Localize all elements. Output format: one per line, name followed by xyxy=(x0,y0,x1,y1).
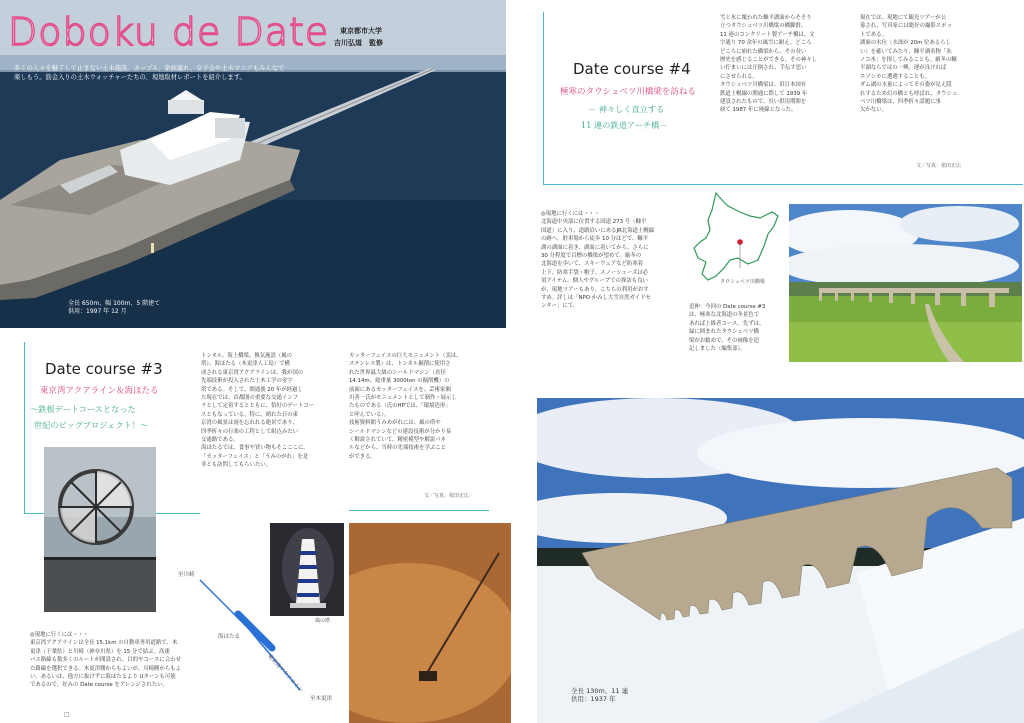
map-label-aqualine: 東京湾アクアライン xyxy=(266,653,304,694)
text-line: たものである（氏のHPでは、「環境造形」 xyxy=(349,403,451,410)
map-label-kawasaki: 至川崎 xyxy=(178,572,195,578)
text-line: 現在では、現地にて観光ツアーが公 xyxy=(860,15,947,21)
aqualine-aerial-sunset-photo xyxy=(349,523,511,723)
hokkaido-outline-icon xyxy=(688,190,783,290)
text-line: 交通路である。 xyxy=(201,437,239,444)
text-line: 記しました（編集部）。 xyxy=(689,346,746,353)
course3-title: Date course #3 xyxy=(45,360,163,378)
text-line: れするため幻の橋とも呼ばれ、タウシュ xyxy=(860,90,958,97)
text-line: た現在では、首都圏の重要な交通インフ xyxy=(201,395,299,402)
text-line: スともなっている。特に、晴れた日の東 xyxy=(201,411,299,418)
text-line: が、現地ツアーもあり、こちらの利用がおす xyxy=(541,286,649,293)
text-line: 須アイテム。個人やグループでの探訪も良い xyxy=(541,278,648,285)
org-name: 東京都市大学 xyxy=(340,27,382,35)
text-line: 北海道中央部に位置する国道 273 号（糠平 xyxy=(541,219,647,226)
text-line: ダム湖の水量によってその姿が見え隠 xyxy=(860,82,952,89)
map-label-umihotaru: 海ほたる xyxy=(218,634,241,640)
text-line: 四季折々の行楽の工程として組込みたい xyxy=(201,428,299,435)
text-line: 湖面の水位（水深が 20m 位あるらし xyxy=(860,40,952,47)
winter-photo-caption xyxy=(571,687,628,703)
intro-line: 楽しもう。筋金入りの土木ウォッチャーたちの、現地取材レポートを紹介します。 xyxy=(14,74,246,81)
tower-caption: 風の塔 xyxy=(315,618,331,624)
text-line: どころに崩れた橋梁から、その長い xyxy=(720,48,807,55)
course3-frame-right-rule xyxy=(349,510,489,511)
text-line: と呼んでいる）。 xyxy=(349,411,390,418)
course3-tagline-2: 世紀のビッグプロジェクト！～ xyxy=(34,420,149,430)
text-line: 30 分程度で目標の橋梁が望めて。厳冬の xyxy=(541,253,642,260)
caption-line: 供用：1997 年 12 月 xyxy=(68,308,127,315)
text-line: い。あるいは、他方に抜けずに海ほたるより Uターンも可能 xyxy=(30,674,176,681)
course4-frame-bottom xyxy=(543,184,1023,185)
text-line: 雪と氷に覆われた糠平湖面からそそり xyxy=(720,15,812,21)
cutter-face-photo xyxy=(44,447,156,612)
text-line: た路線を選択できる。木更津側からもよいが、川崎側からもよ xyxy=(30,665,181,672)
course3-access-info xyxy=(30,631,264,690)
text-line: い佇まいには圧倒され、手伝す思い xyxy=(720,65,807,72)
text-line: ラとして定着するとともに、恰好のデートコー xyxy=(201,403,314,410)
text-line: 塔である。そして、開通後 20 年が経過し xyxy=(201,386,303,393)
text-line: ◎現地に行くには・・・ xyxy=(30,632,89,638)
text-line: 湖の湖面に着き、湖面に着いてから、さらに xyxy=(541,244,649,251)
hokkaido-map xyxy=(688,190,783,290)
text-line: 14.14m、総重量 3000ton の掘削機）の xyxy=(349,378,450,385)
course3-credit: 文／写真：依田正広 xyxy=(424,493,470,499)
course3-body-col2 xyxy=(349,352,489,461)
course3-frame-left xyxy=(24,342,25,514)
text-line: 国道）に入り、道路沿いにあるJR北海道士幌線 xyxy=(541,227,655,234)
text-line: 更津（千葉県）と川崎（神奈川県）を 15 分で結ぶ。高速 xyxy=(30,648,170,655)
text-line: 海ほたるでは、食事や買い物もそこここに。 xyxy=(201,445,309,452)
text-line: にさせられる。 xyxy=(720,73,758,80)
text-line: 歴史を感じることができる。その神々し xyxy=(720,57,818,64)
text-line: 東京湾アクアラインは全長 15.1km の自動車専用道路で、木 xyxy=(30,640,178,647)
text-line: カッターフェイスの巨大モニュメント（実は、 xyxy=(349,353,462,359)
course4-subtitle: 極寒のタウシュベツ川橋梁を訪ねる xyxy=(560,87,696,97)
text-line: シールドマシンなどの建設技術が分かり易 xyxy=(349,428,452,435)
text-line: ベツ川橋梁は、四季折々話題に事 xyxy=(860,99,941,106)
text-line: 非とも訪問してもらいたい。 xyxy=(201,462,272,469)
map-label-kisarazu: 至木更津 xyxy=(310,696,333,702)
text-line: 上下、防寒手袋・帽子、スノーシューズは必 xyxy=(541,269,649,276)
course4-body-col1 xyxy=(720,14,847,115)
text-line: ステンレス製）は、トンネル掘削に使用さ xyxy=(349,361,451,368)
winter-bridge-graphic xyxy=(537,398,1024,723)
text-line: 川善一氏がモニュメントとして制作・展示し xyxy=(349,395,457,402)
course4-frame-left xyxy=(543,12,544,184)
text-line: は、極寒な北海道の冬景色で xyxy=(689,312,760,319)
text-line: トである。 xyxy=(860,31,887,38)
text-line: 字通り 70 余年の風雪に耐え、どころ xyxy=(720,40,812,47)
intro-text xyxy=(14,64,284,82)
cutter-face-graphic xyxy=(44,447,156,612)
text-line: 経て 1987 年に廃線となった。 xyxy=(720,107,797,114)
magazine-title: Doboku de Date xyxy=(8,10,330,54)
text-line: ルなどから、当時の先端技術を学ぶこと xyxy=(349,445,447,452)
text-line: の跡へ。駐車場から徒歩 10 分ほどで、糠平 xyxy=(541,236,649,243)
text-line: い）を確いてみたり、糠平湖名物「氷 xyxy=(860,48,952,55)
text-line: ができる。 xyxy=(349,453,376,460)
text-line: 建設されたもので、長い供用期間を xyxy=(720,99,807,106)
text-line: ノコ氷」を探してみることも。厳冬の糠 xyxy=(860,57,957,64)
umihotaru-photo-caption xyxy=(68,300,160,316)
caption-line: 全長 650m、幅 100m、5 階建て xyxy=(68,300,161,307)
course4-credit: 文／写真：依田正広 xyxy=(916,163,962,169)
text-line: 鉄道士幌線の開通に際して 1939 年 xyxy=(720,90,808,97)
tausyubetsu-summer-photo xyxy=(789,204,1022,362)
text-line: れた世界最大級のシールドマシン（直径 xyxy=(349,369,446,376)
text-line: 欠かない。 xyxy=(860,107,887,114)
text-line: 先端技術が投入された土木工学の金字 xyxy=(201,378,293,385)
caption-line: 全長 130m、11 連 xyxy=(571,687,629,695)
text-line: 塔）、海ほたる（木更津人工島）で構 xyxy=(201,361,290,368)
tausyubetsu-winter-photo xyxy=(537,398,1024,723)
text-line: であるので、好みの Date course をアレンジされたい。 xyxy=(30,682,168,689)
supervisor: 吉川弘道 監修 xyxy=(334,39,383,47)
text-line: バス路線も数多くのルートが開設され、目的やコースに合わせ xyxy=(30,657,181,664)
text-line: タウシュベツ川橋梁は、旧日本国有 xyxy=(720,82,807,89)
text-line: 立つタウシュベツ川橋梁の橋脚群。 xyxy=(720,23,807,30)
text-line: 募され、写真家には絶好の撮影スポッ xyxy=(860,23,952,30)
text-line: 北海道を歩いて、スキーウェアなど防寒着 xyxy=(541,261,644,268)
course4-tagline-1: － 神々しく直立する xyxy=(588,104,665,114)
text-line: トンネル、海上橋梁、換気施設（風の xyxy=(201,353,293,359)
text-line: 11 連のコンクリート製アーチ橋は、文 xyxy=(720,31,815,38)
caption-line: 供用：1937 年 xyxy=(571,695,616,703)
course3-body-col1 xyxy=(201,352,339,470)
intro-line: 多くの人々を魅了して止まない土木施設。カップル、家族連れ、女子会や土木マニアもみんなで xyxy=(14,65,285,72)
text-line: 前面にあるカッターフェイスを、芸術家湘 xyxy=(349,386,451,393)
course4-body-col2 xyxy=(860,14,986,115)
sunset-sea-graphic xyxy=(349,523,511,723)
course4-editor-note xyxy=(689,303,779,353)
text-line: 平湖ならではの一興。運が良ければ xyxy=(860,65,947,72)
text-line: ◎現地に行くには・・・ xyxy=(541,211,600,217)
text-line: 「カッターフェイス」と「うみのがれ」を是 xyxy=(201,453,309,460)
course4-title: Date course #4 xyxy=(573,60,691,78)
text-line: 京湾の風景は雨を忘れれる絶景であり、 xyxy=(201,420,299,427)
course3-tagline-1: ～鉄板デートコースとなった xyxy=(30,404,136,414)
text-line: ンター」にて。 xyxy=(541,303,579,310)
text-line: く解説されていて、精密模型や解説パネ xyxy=(349,437,446,444)
tower-of-wind-photo xyxy=(270,523,344,616)
course3-subtitle: 東京湾アクアライン＆海ほたる xyxy=(40,386,159,396)
course4-access-info xyxy=(541,210,681,311)
text-line: 技術資料館うみめがれには、風の塔や xyxy=(349,420,441,427)
map-bridge-label: タウシュベツ川橋梁 xyxy=(720,279,765,285)
text-line: 緑に囲まれたタウシュベツ橋 xyxy=(689,329,759,336)
page-number: □ xyxy=(64,711,70,718)
text-line: 成される東京湾アクアラインは、我が国の xyxy=(201,369,304,376)
tower-model-graphic xyxy=(270,523,344,616)
text-line: すめ。詳しは「NPO かみし大雪自然ガイドセ xyxy=(541,295,651,302)
text-line: エゾシカに遭遇することも。 xyxy=(860,73,931,80)
course4-tagline-2: 11 連の鉄道アーチ橋－ xyxy=(581,120,668,130)
text-line: 追伸：今回の Date course #3 xyxy=(689,304,766,310)
summer-bridge-graphic xyxy=(789,204,1022,362)
text-line: あれば上級者コース。先ずは、 xyxy=(689,320,765,327)
text-line: 梁がお勧めで、その画像を追 xyxy=(689,337,759,344)
